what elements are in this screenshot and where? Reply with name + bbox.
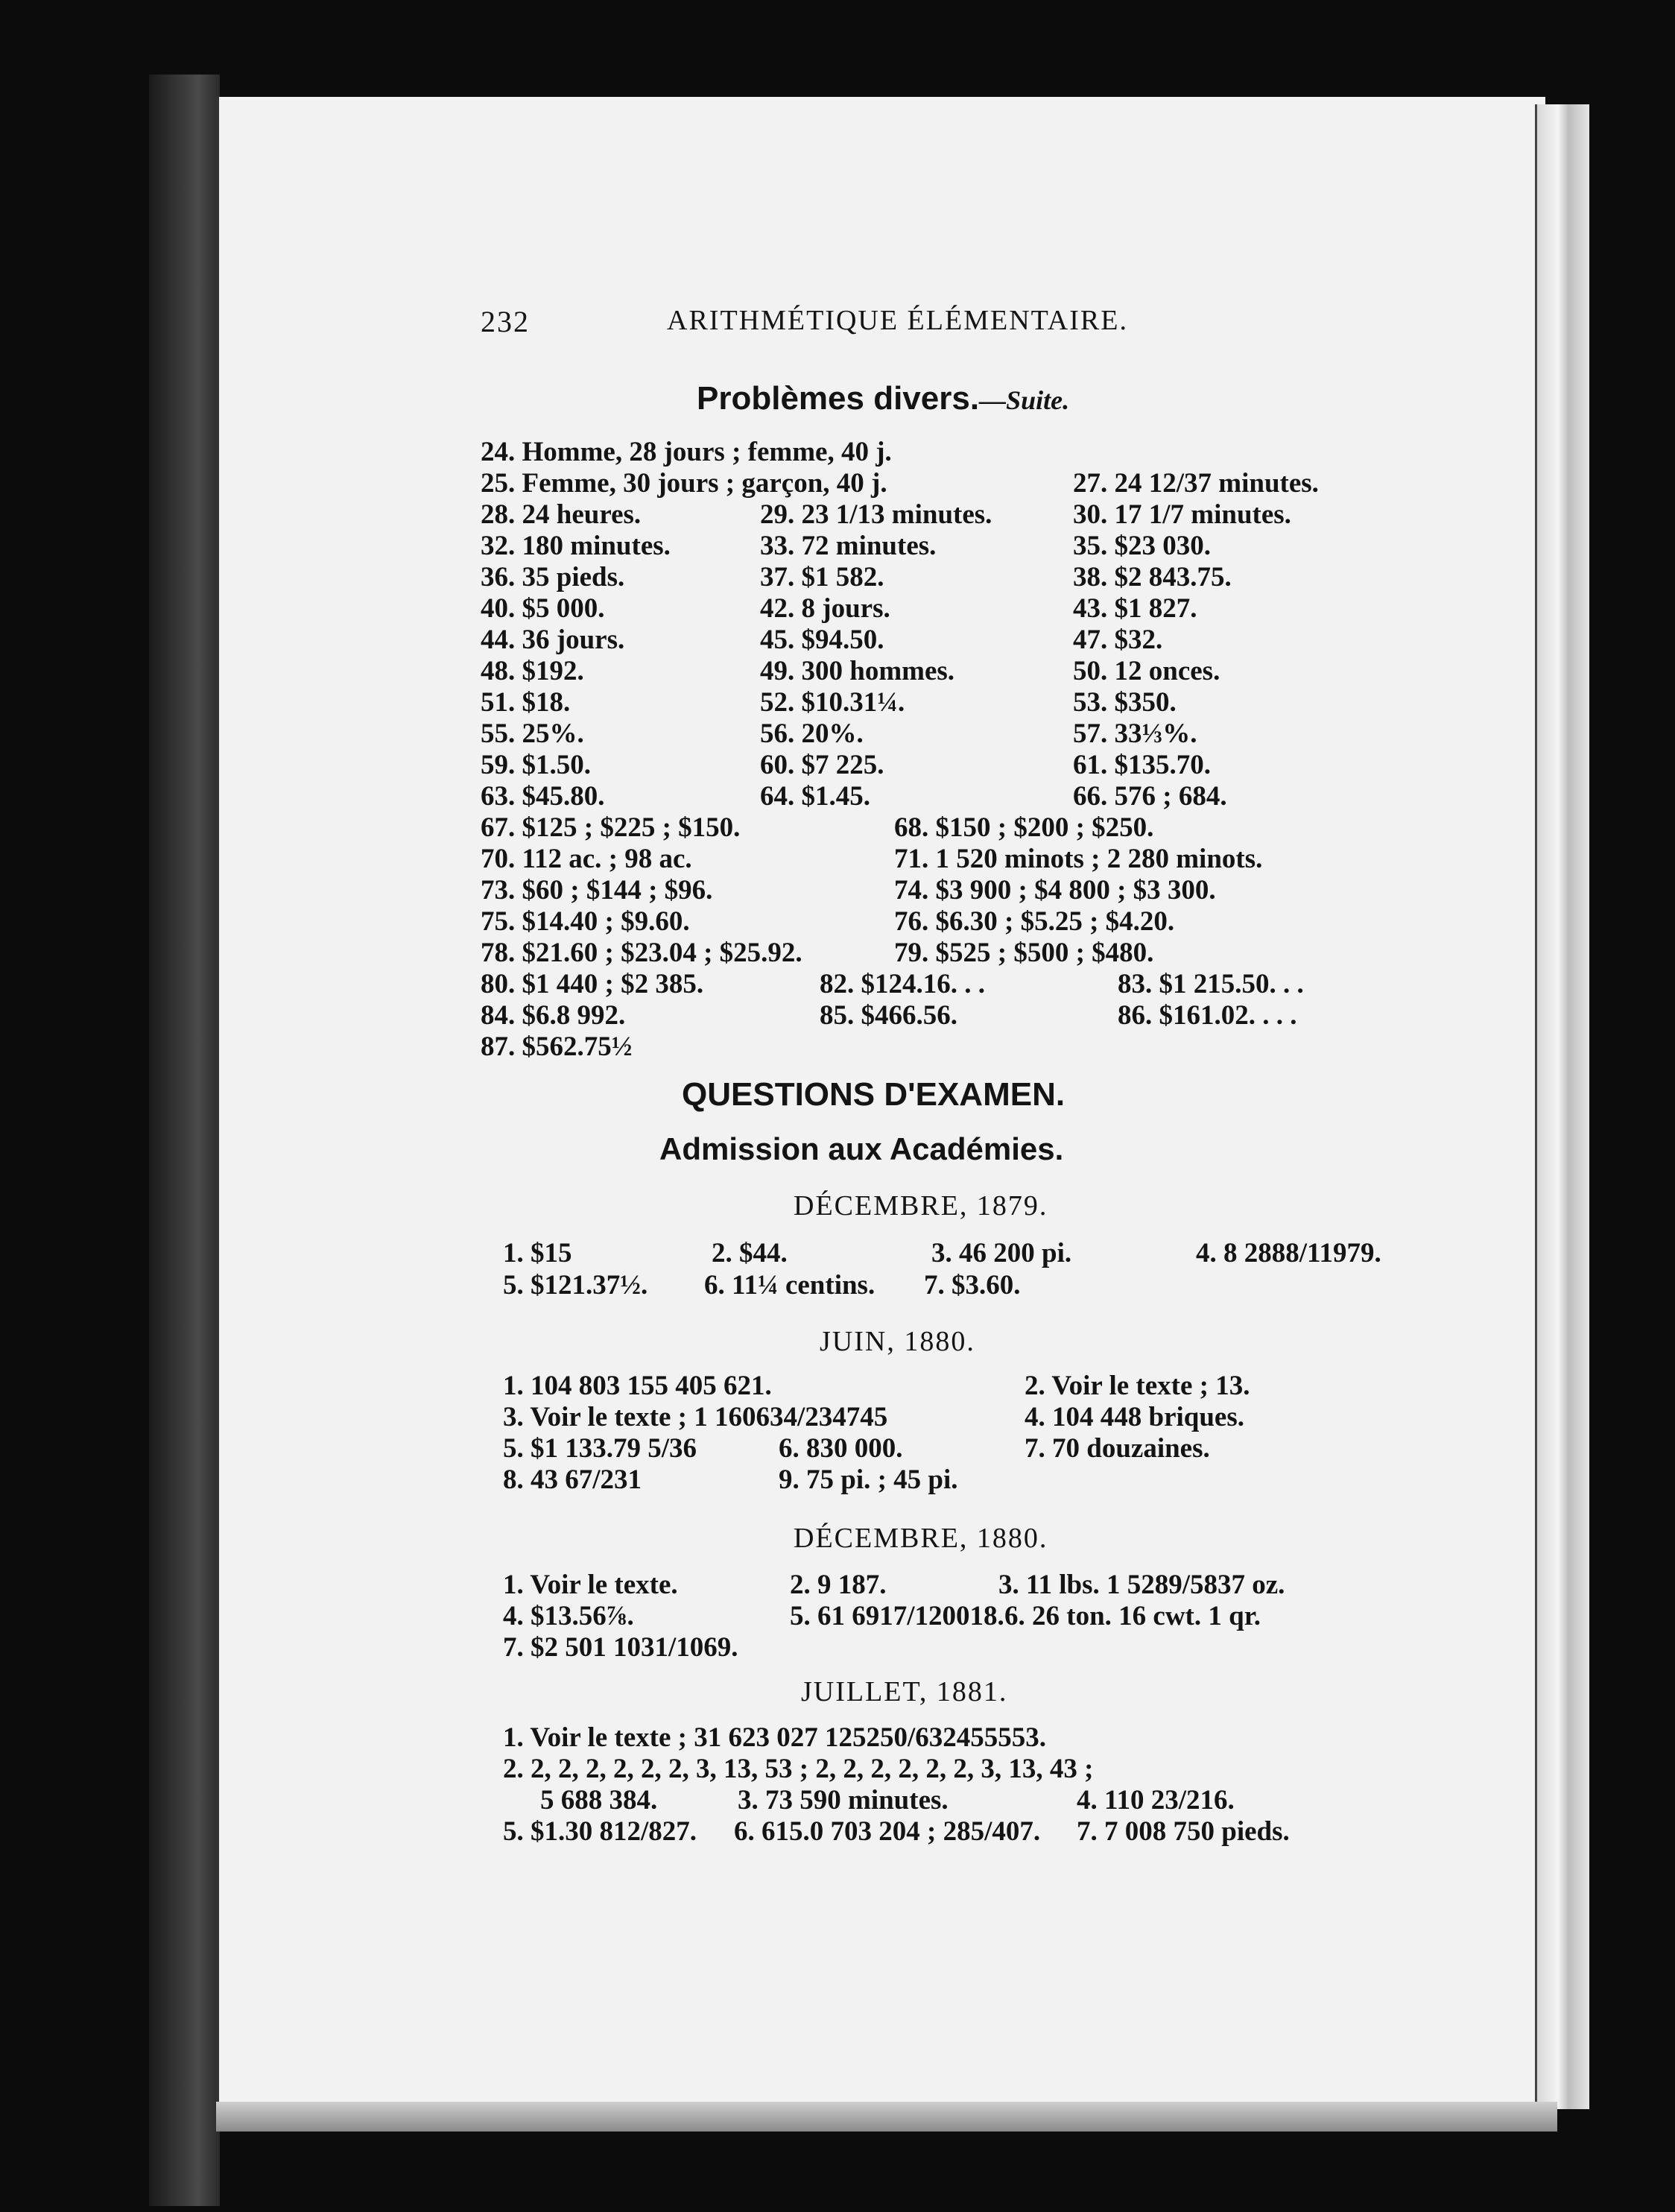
answer-item: 61. $135.70. — [1073, 750, 1211, 780]
answer-item: 43. $1 827. — [1073, 593, 1197, 624]
answer-item: 6. 830 000. — [779, 1433, 903, 1464]
answer-item: 7. 7 008 750 pieds. — [1077, 1816, 1290, 1847]
answer-item: 29. 23 1/13 minutes. — [760, 499, 992, 530]
answer-item: 5. $1.30 812/827. — [503, 1816, 697, 1847]
answer-item: 2. 9 187. — [790, 1570, 887, 1600]
answer-item: 52. $10.31¼. — [760, 687, 905, 718]
answer-item: 4. 110 23/216. — [1077, 1785, 1235, 1816]
answer-item: 53. $350. — [1073, 687, 1177, 718]
heading-juin-1880: JUIN, 1880. — [820, 1326, 975, 1357]
answer-item: 45. $94.50. — [760, 625, 884, 655]
answer-item: 50. 12 onces. — [1073, 656, 1220, 686]
answer-item: 30. 17 1/7 minutes. — [1073, 499, 1291, 530]
answer-item: 49. 300 hommes. — [760, 656, 955, 686]
answer-item: 38. $2 843.75. — [1073, 562, 1232, 592]
book-spine — [149, 75, 220, 2206]
answer-item: 73. $60 ; $144 ; $96. — [481, 875, 713, 906]
answer-item: 76. $6.30 ; $5.25 ; $4.20. — [894, 906, 1175, 937]
answer-item: 27. 24 12/37 minutes. — [1073, 468, 1319, 499]
running-title: ARITHMÉTIQUE ÉLÉMENTAIRE. — [667, 305, 1128, 336]
answer-item: 51. $18. — [481, 687, 571, 718]
answer-item: 37. $1 582. — [760, 562, 884, 592]
answer-item: 86. $161.02. . . . — [1118, 1000, 1297, 1031]
answer-item: 25. Femme, 30 jours ; garçon, 40 j. — [481, 468, 887, 499]
answer-item: 1. $15 — [503, 1238, 572, 1268]
section-title-problemes — [697, 380, 1069, 417]
answer-item: 5. 61 6917/120018. — [790, 1601, 1004, 1631]
answer-item: 68. $150 ; $200 ; $250. — [894, 812, 1154, 843]
answer-item: 2. Voir le texte ; 13. — [1025, 1371, 1250, 1401]
answer-item: 7. $3.60. — [924, 1270, 1021, 1301]
answer-item: 42. 8 jours. — [760, 593, 890, 624]
answer-item: 6. 615.0 703 204 ; 285/407. — [734, 1816, 1041, 1847]
answer-item: 4. 104 448 briques. — [1025, 1402, 1245, 1432]
answer-item: 7. 70 douzaines. — [1025, 1433, 1210, 1464]
problemes-suite: —Suite. — [979, 385, 1070, 415]
answer-item: 84. $6.8 992. — [481, 1000, 626, 1031]
answer-item: 44. 36 jours. — [481, 625, 625, 655]
answer-item: 74. $3 900 ; $4 800 ; $3 300. — [894, 875, 1216, 906]
answer-item: 3. 73 590 minutes. — [738, 1785, 949, 1816]
heading-juillet-1881: JUILLET, 1881. — [801, 1676, 1008, 1707]
answer-item: 40. $5 000. — [481, 593, 605, 624]
answer-item: 83. $1 215.50. . . — [1118, 969, 1304, 999]
answer-item: 55. 25%. — [481, 718, 584, 749]
answer-item: 80. $1 440 ; $2 385. — [481, 969, 704, 999]
answer-item: 3. 46 200 pi. — [931, 1238, 1072, 1268]
heading-dec-1879: DÉCEMBRE, 1879. — [794, 1190, 1048, 1222]
answer-item: 36. 35 pieds. — [481, 562, 625, 592]
answer-item: 28. 24 heures. — [481, 499, 642, 530]
answer-item: 4. 8 2888/11979. — [1196, 1238, 1381, 1268]
answer-item: 79. $525 ; $500 ; $480. — [894, 938, 1154, 968]
answer-item: 47. $32. — [1073, 625, 1163, 655]
answer-item: 1. 104 803 155 405 621. — [503, 1371, 772, 1401]
answer-item: 7. $2 501 1031/1069. — [503, 1632, 738, 1663]
answer-item: 1. Voir le texte. — [503, 1570, 678, 1600]
answer-item: 1. Voir le texte ; 31 623 027 125250/632455553. — [503, 1722, 1046, 1753]
answer-item: 24. Homme, 28 jours ; femme, 40 j. — [481, 437, 892, 467]
answer-item: 82. $124.16. . . — [820, 969, 985, 999]
answer-item: 63. $45.80. — [481, 781, 605, 812]
answer-item: 87. $562.75½ — [481, 1031, 633, 1062]
answer-item: 6. 26 ton. 16 cwt. 1 qr. — [1004, 1601, 1261, 1631]
answer-item: 2. $44. — [712, 1238, 788, 1268]
answer-item: 33. 72 minutes. — [760, 531, 937, 561]
answer-item: 5 688 384. — [540, 1785, 658, 1816]
answer-item: 64. $1.45. — [760, 781, 870, 812]
answer-item: 5. $1 133.79 5/36 — [503, 1433, 697, 1464]
answer-item: 3. 11 lbs. 1 5289/5837 oz. — [998, 1570, 1285, 1600]
answer-item: 9. 75 pi. ; 45 pi. — [779, 1464, 958, 1495]
page-edge — [1535, 104, 1589, 2109]
answer-item: 3. Voir le texte ; 1 160634/234745 — [503, 1402, 888, 1432]
answer-item: 59. $1.50. — [481, 750, 591, 780]
answer-item: 60. $7 225. — [760, 750, 884, 780]
answer-item: 70. 112 ac. ; 98 ac. — [481, 844, 692, 874]
answer-item: 71. 1 520 minots ; 2 280 minots. — [894, 844, 1263, 874]
answer-item: 57. 33⅓%. — [1073, 718, 1197, 749]
answer-item: 4. $13.56⅞. — [503, 1601, 634, 1631]
answer-item: 56. 20%. — [760, 718, 864, 749]
page-bottom-edge — [216, 2102, 1557, 2132]
examen-title: QUESTIONS D'EXAMEN. — [682, 1076, 1066, 1113]
examen-subtitle: Admission aux Académies. — [659, 1131, 1064, 1166]
answer-item: 48. $192. — [481, 656, 584, 686]
heading-dec-1880: DÉCEMBRE, 1880. — [794, 1523, 1048, 1554]
answer-item: 35. $23 030. — [1073, 531, 1211, 561]
answer-item: 67. $125 ; $225 ; $150. — [481, 812, 741, 843]
answer-item: 85. $466.56. — [820, 1000, 957, 1031]
answer-item: 8. 43 67/231 — [503, 1464, 642, 1495]
answer-item: 6. 11¼ centins. — [704, 1270, 876, 1301]
page-number: 232 — [481, 305, 530, 338]
answer-item: 75. $14.40 ; $9.60. — [481, 906, 690, 937]
answer-item: 66. 576 ; 684. — [1073, 781, 1227, 812]
answer-item: 2. 2, 2, 2, 2, 2, 2, 3, 13, 53 ; 2, 2, 2, 2, 2, 2, 3, 13, 43 ; — [503, 1754, 1094, 1784]
answer-item: 78. $21.60 ; $23.04 ; $25.92. — [481, 938, 802, 968]
answer-item: 32. 180 minutes. — [481, 531, 671, 561]
problemes-title: Problèmes divers. — [697, 380, 980, 417]
answer-item: 5. $121.37½. — [503, 1270, 648, 1301]
